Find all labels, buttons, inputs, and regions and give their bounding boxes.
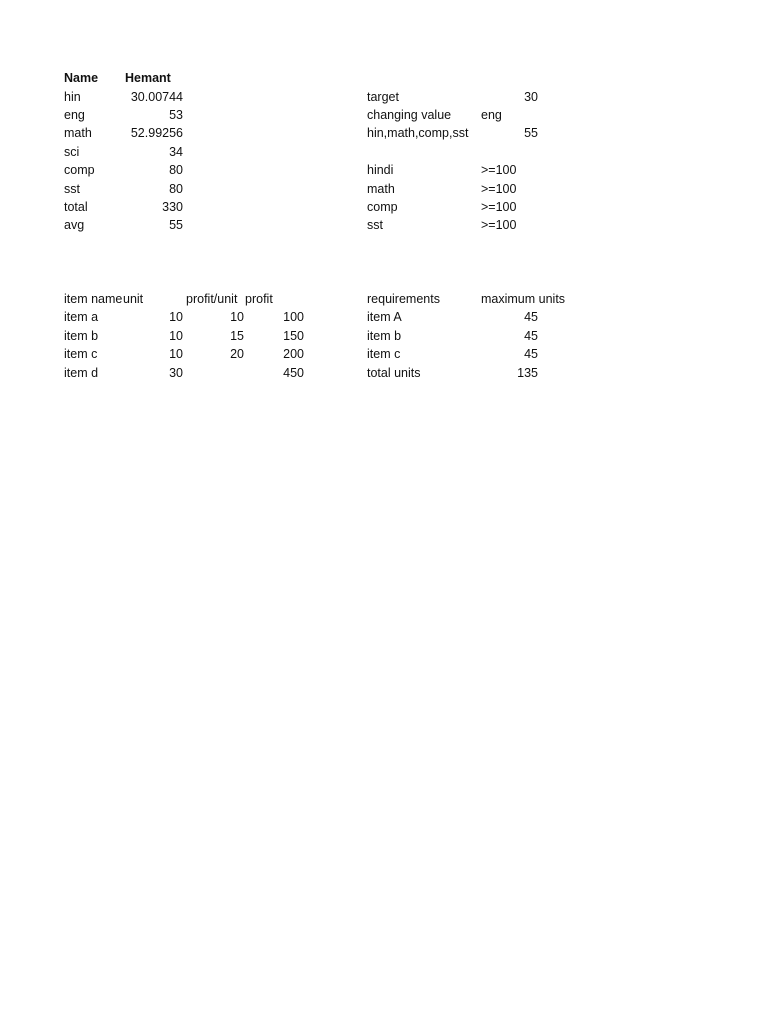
constraint-value: >=100 — [481, 182, 517, 196]
requirement-value: 45 — [524, 310, 538, 324]
item-name: item a — [64, 310, 99, 324]
grade-score: 30.00744 — [130, 90, 183, 104]
grade-subject: comp — [64, 163, 95, 177]
grade-score: 53 — [169, 108, 183, 122]
item-name: item c — [64, 347, 98, 361]
requirement-value: 45 — [524, 329, 538, 343]
grade-subject: hin — [64, 90, 81, 104]
item-profit: 450 — [283, 366, 304, 380]
item-unit: 10 — [169, 347, 183, 361]
requirements-header: requirements — [367, 292, 440, 306]
items-header-profit: profit — [245, 292, 273, 306]
item-unit: 10 — [169, 310, 183, 324]
constraint-value: >=100 — [481, 163, 517, 177]
item-profit-unit — [186, 364, 244, 382]
constraint-label: sst — [367, 218, 383, 232]
grade-score: 80 — [169, 163, 183, 177]
target-label: target — [367, 90, 399, 104]
target-value: 30 — [524, 90, 538, 104]
item-profit-unit: 20 — [230, 347, 244, 361]
item-profit-unit: 10 — [230, 310, 244, 324]
item-profit: 200 — [283, 347, 304, 361]
grade-subject: avg — [64, 218, 85, 232]
constraint-value: >=100 — [481, 200, 517, 214]
changing-cells-value: 55 — [524, 126, 538, 140]
item-unit: 30 — [169, 366, 183, 380]
items-header-unit: unit — [123, 292, 144, 306]
requirement-label: total units — [367, 366, 421, 380]
grade-score: 80 — [169, 182, 183, 196]
requirement-value: 135 — [517, 366, 538, 380]
grade-subject: eng — [64, 108, 85, 122]
changing-value: eng — [481, 108, 502, 122]
items-header-profit-unit: profit/unit — [186, 292, 238, 306]
item-profit: 100 — [283, 310, 304, 324]
constraint-label: comp — [367, 200, 398, 214]
item-unit: 10 — [169, 329, 183, 343]
grade-subject: total — [64, 200, 88, 214]
item-profit-unit: 15 — [230, 329, 244, 343]
item-name: item d — [64, 366, 99, 380]
name-header: Name — [64, 71, 99, 85]
constraint-label: math — [367, 182, 395, 196]
grade-score: 34 — [169, 145, 183, 159]
requirement-value: 45 — [524, 347, 538, 361]
maximum-units-header: maximum units — [481, 292, 566, 306]
grade-subject: sci — [64, 145, 80, 159]
student-name-header: Hemant — [125, 71, 171, 85]
grade-score: 55 — [169, 218, 183, 232]
item-name: item b — [64, 329, 99, 343]
items-header-name: item name — [64, 292, 123, 306]
grade-score: 330 — [162, 200, 183, 214]
requirement-label: item c — [367, 347, 401, 361]
grade-subject: math — [64, 126, 92, 140]
grade-subject: sst — [64, 182, 80, 196]
changing-value-label: changing value — [367, 108, 452, 122]
constraint-label: hindi — [367, 163, 394, 177]
grade-score: 52.99256 — [130, 126, 183, 140]
changing-cells-label: hin,math,comp,sst — [367, 126, 469, 140]
requirement-label: item b — [367, 329, 402, 343]
item-profit: 150 — [283, 329, 304, 343]
constraint-value: >=100 — [481, 218, 517, 232]
requirement-label: item A — [367, 310, 402, 324]
